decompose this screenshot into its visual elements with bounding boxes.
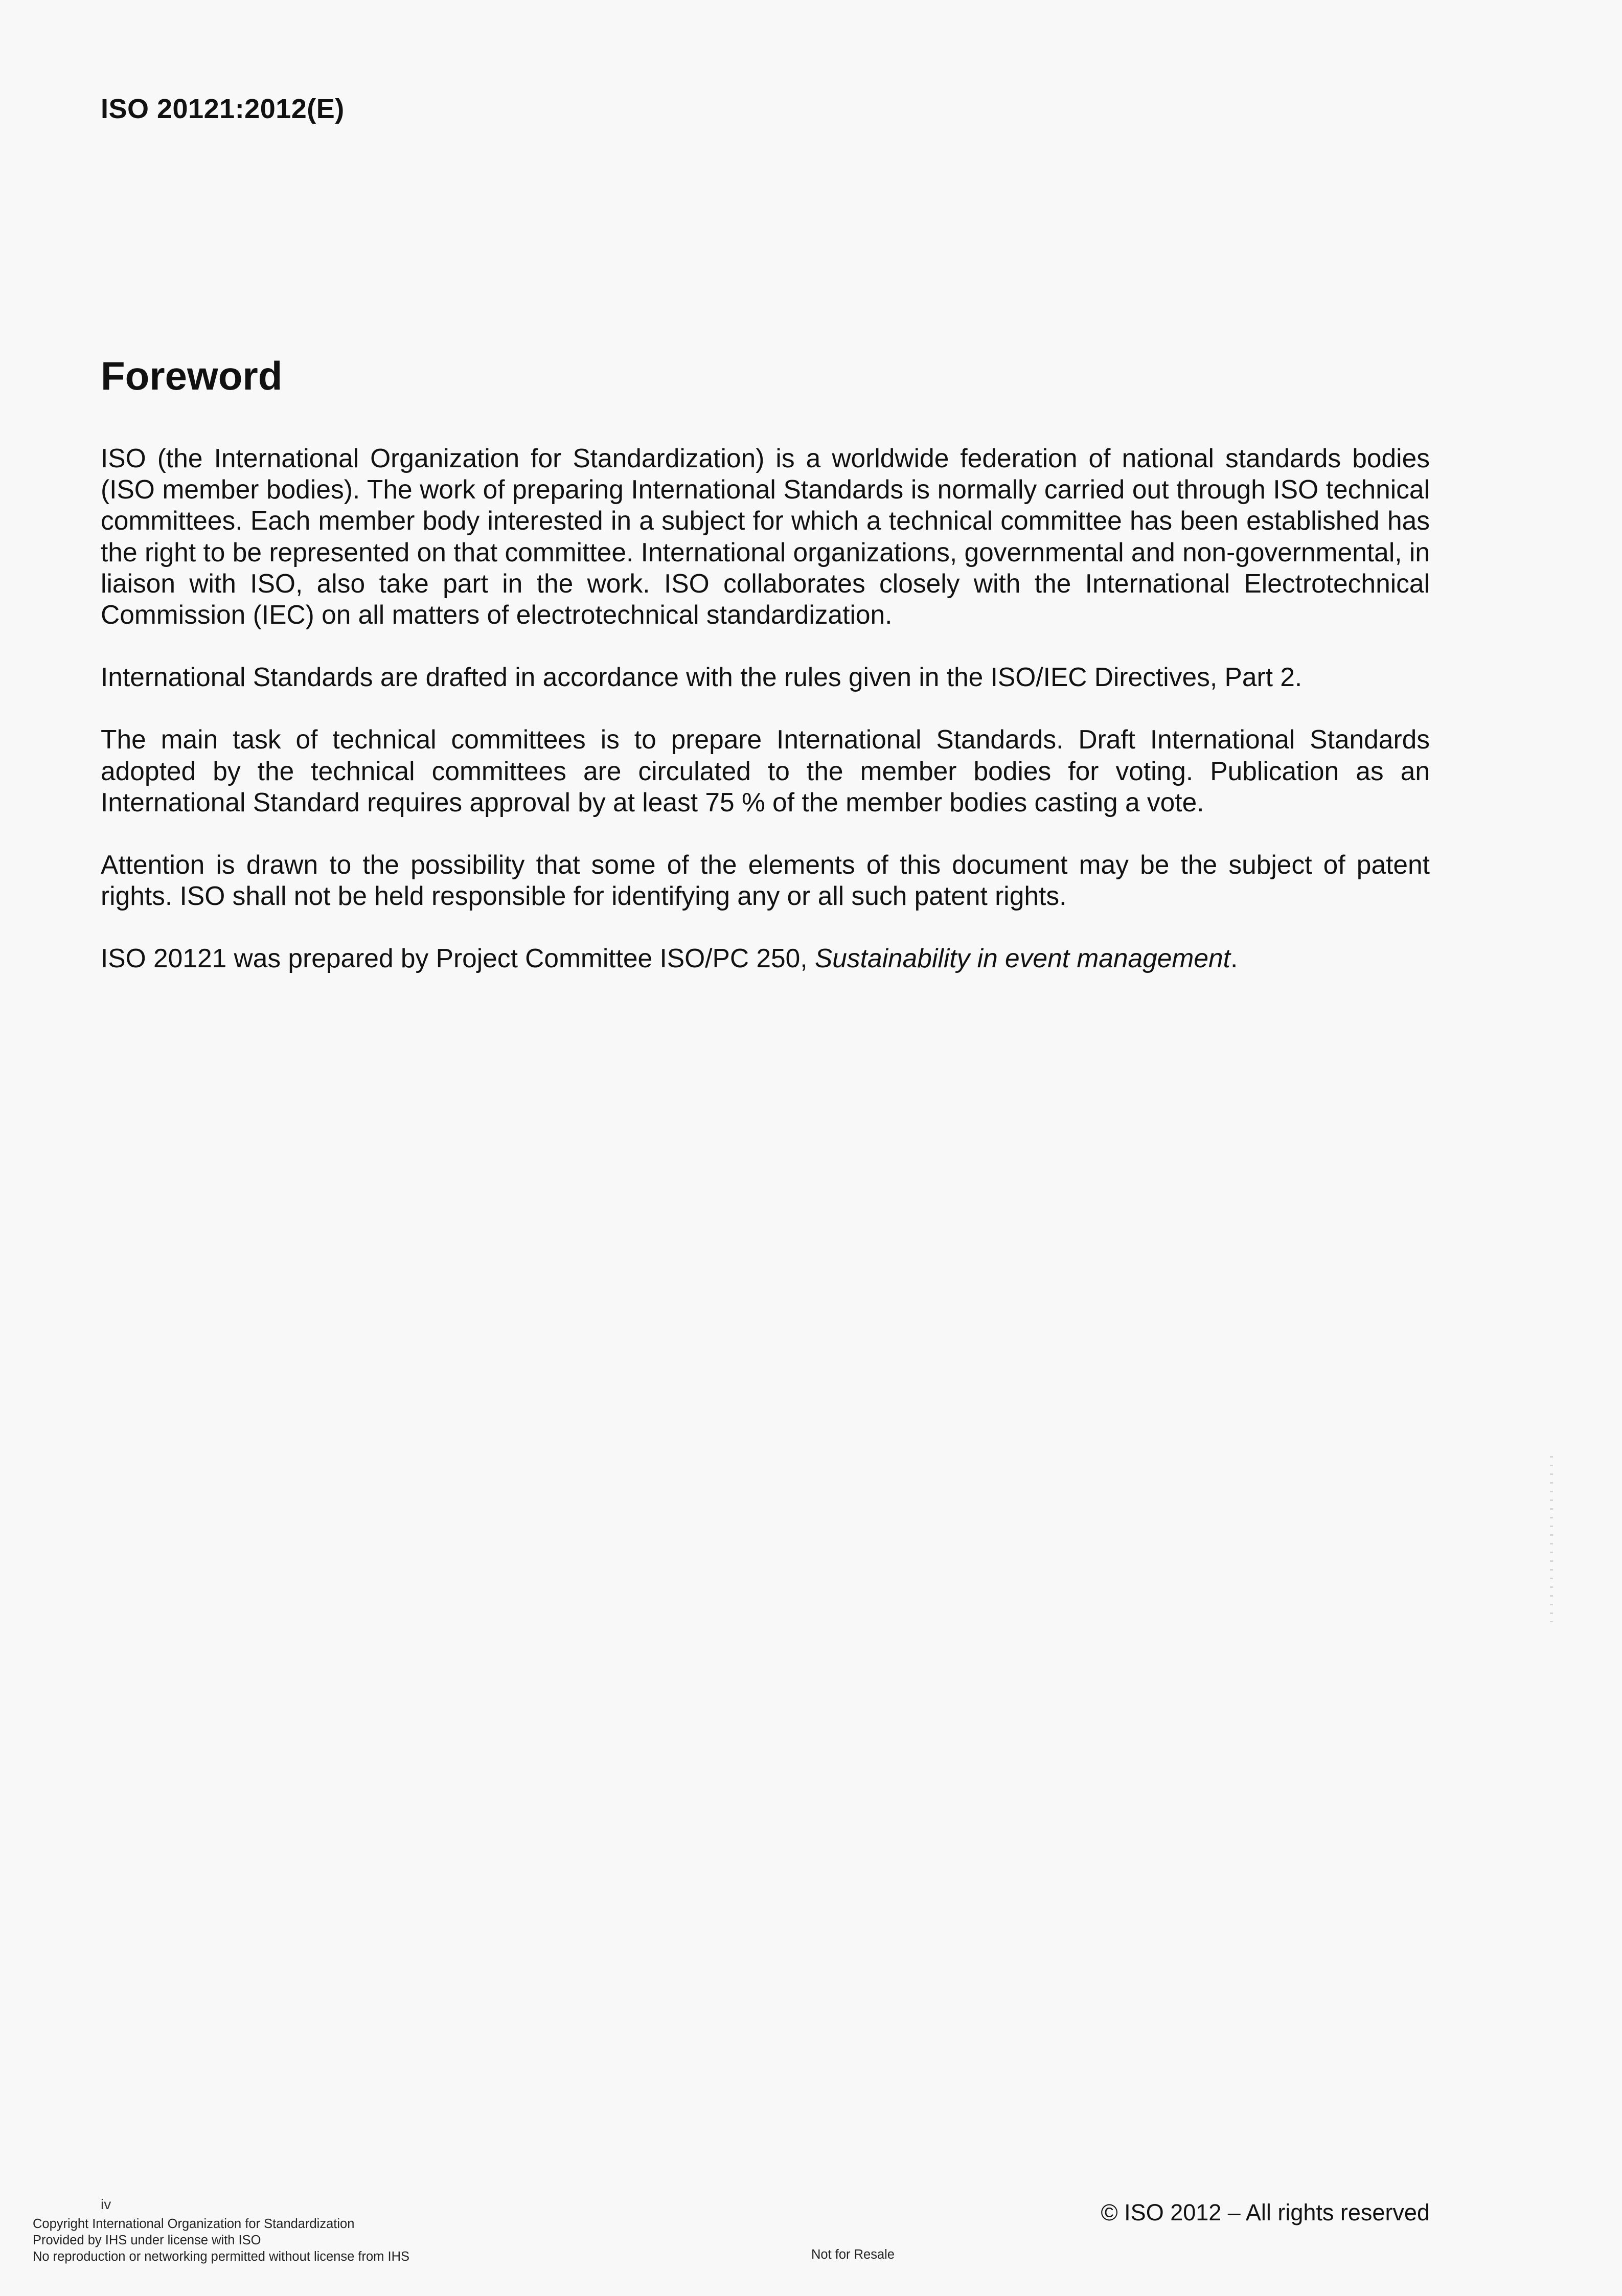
prepared-by-paragraph — [101, 943, 1430, 974]
page-number: iv — [101, 2198, 111, 2210]
license-line: No reproduction or networking permitted without license from IHS — [33, 2249, 409, 2264]
prepared-by-text: ISO 20121 was prepared by Project Committee ISO/PC 250, — [101, 943, 815, 973]
foreword-paragraph: ISO (the International Organization for Standardization) is a worldwide federation of national standards bodies (ISO member bodies). The work of preparing International Standards is normally carried out through ISO technical committees. Each member body interested in a subject for which a technical committee has been established has the right to be represented on that committee. International organizations, governmental and non-governmental, in liaison with ISO, also take part in the work. ISO collaborates closely with the International Electrotechnical Commission (IEC) on all matters of electrotechnical standardization. — [101, 443, 1430, 630]
committee-title: Sustainability in event management — [814, 943, 1230, 973]
license-notice — [33, 2216, 409, 2265]
resale-notice: Not for Resale — [811, 2247, 895, 2262]
document-id: ISO 20121:2012(E) — [101, 94, 345, 124]
copyright-notice: © ISO 2012 – All rights reserved — [1101, 2199, 1430, 2225]
scan-artifact — [1550, 1456, 1553, 1622]
foreword-paragraph: Attention is drawn to the possibility that some of the elements of this document may be the subject of patent rights. ISO shall not be held responsible for identifying any or all such patent rights. — [101, 850, 1430, 911]
foreword-heading: Foreword — [101, 353, 283, 398]
foreword-body — [101, 443, 1430, 1006]
foreword-paragraph: The main task of technical committees is to prepare International Standards. Draft International Standards adopted by the technical committees are circulated to the member bodies for voting. Publication as an International Standard requires approval by at least 75 % of the member bodies casting a vote. — [101, 724, 1430, 817]
license-line: Provided by IHS under license with ISO — [33, 2233, 261, 2247]
license-line: Copyright International Organization for Standardization — [33, 2217, 355, 2231]
foreword-paragraph: International Standards are drafted in accordance with the rules given in the ISO/IEC Directives, Part 2. — [101, 662, 1303, 692]
prepared-by-end: . — [1230, 943, 1238, 973]
